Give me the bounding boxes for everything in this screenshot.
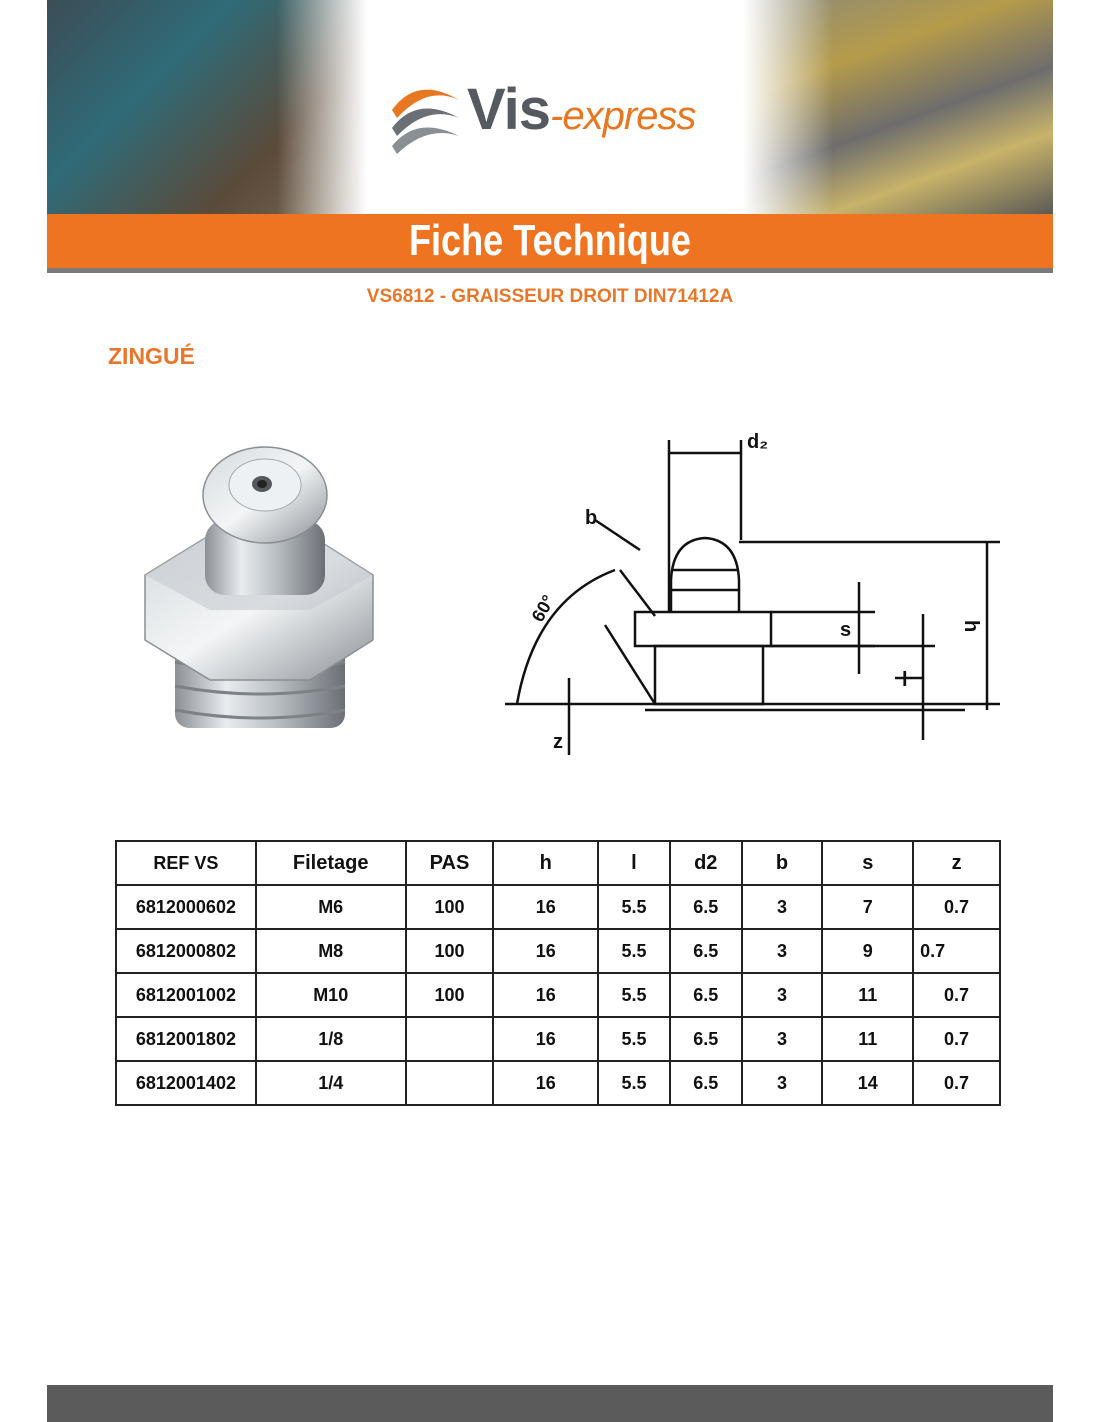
col-ref: REF VS [116, 841, 256, 885]
cell-ref: 6812000602 [116, 885, 256, 929]
label-z: z [553, 731, 563, 753]
cell-h: 16 [493, 973, 598, 1017]
cell-s: 11 [822, 1017, 913, 1061]
banner-photo-screws [743, 0, 1053, 214]
table-header-row [116, 841, 1000, 885]
cell-z: 0.7 [913, 1061, 1000, 1105]
cell-filetage: M10 [256, 973, 406, 1017]
col-pas: PAS [406, 841, 494, 885]
cell-l: 5.5 [598, 1017, 670, 1061]
label-h: h [960, 620, 982, 633]
cell-b: 3 [742, 1017, 823, 1061]
finish-label: ZINGUÉ [108, 343, 195, 369]
label-l: l [902, 669, 908, 691]
cell-h: 16 [493, 1061, 598, 1105]
table-row [116, 885, 1000, 929]
cell-h: 16 [493, 1017, 598, 1061]
brand-name: Vis [467, 77, 551, 142]
col-z: z [913, 841, 1000, 885]
cell-pas: 100 [406, 929, 494, 973]
cell-b: 3 [742, 929, 823, 973]
cell-pas: 100 [406, 973, 494, 1017]
cell-h: 16 [493, 885, 598, 929]
banner-title: Fiche Technique [408, 216, 692, 265]
cell-s: 11 [822, 973, 913, 1017]
label-angle: 60° [527, 591, 559, 626]
brand-logo [387, 70, 727, 160]
label-s: s [840, 619, 852, 641]
banner-photo-tools [47, 0, 367, 214]
cell-d2: 6.5 [670, 1017, 742, 1061]
cell-b: 3 [742, 1061, 823, 1105]
table-row [116, 973, 1000, 1017]
product-photo [135, 440, 385, 740]
col-d2: d2 [670, 841, 742, 885]
cell-ref: 6812001402 [116, 1061, 256, 1105]
cell-s: 9 [822, 929, 913, 973]
cell-h: 16 [493, 929, 598, 973]
title-bar [47, 214, 1053, 273]
cell-l: 5.5 [598, 973, 670, 1017]
cell-b: 3 [742, 885, 823, 929]
footer-bar [47, 1385, 1053, 1422]
cell-d2: 6.5 [670, 929, 742, 973]
table-row [116, 1061, 1000, 1105]
cell-filetage: M8 [256, 929, 406, 973]
cell-pas [406, 1061, 494, 1105]
cell-l: 5.5 [598, 1061, 670, 1105]
cell-d2: 6.5 [670, 885, 742, 929]
cell-z: 0.7 [913, 885, 1000, 929]
cell-filetage: M6 [256, 885, 406, 929]
cell-d2: 6.5 [670, 973, 742, 1017]
cell-z: 0.7 [913, 973, 1000, 1017]
col-filetage: Filetage [256, 841, 406, 885]
col-s: s [822, 841, 913, 885]
col-l: l [598, 841, 670, 885]
col-h: h [493, 841, 598, 885]
table-row [116, 1017, 1000, 1061]
cell-l: 5.5 [598, 929, 670, 973]
cell-ref: 6812000802 [116, 929, 256, 973]
cell-s: 7 [822, 885, 913, 929]
header-banner [47, 0, 1053, 214]
cell-pas: 100 [406, 885, 494, 929]
spec-table [115, 840, 1001, 1106]
cell-z: 0.7 [913, 929, 1000, 973]
cell-z: 0.7 [913, 1017, 1000, 1061]
cell-s: 14 [822, 1061, 913, 1105]
cell-filetage: 1/8 [256, 1017, 406, 1061]
cell-ref: 6812001802 [116, 1017, 256, 1061]
cell-b: 3 [742, 973, 823, 1017]
label-d2: d₂ [747, 431, 769, 453]
swoosh-icon [387, 70, 467, 160]
col-b: b [742, 841, 823, 885]
cell-l: 5.5 [598, 885, 670, 929]
cell-filetage: 1/4 [256, 1061, 406, 1105]
technical-drawing [495, 420, 1015, 770]
cell-d2: 6.5 [670, 1061, 742, 1105]
label-b: b [585, 507, 598, 529]
cell-ref: 6812001002 [116, 973, 256, 1017]
table-row [116, 929, 1000, 973]
brand-suffix: -express [550, 94, 696, 138]
product-title: VS6812 - GRAISSEUR DROIT DIN71412A [366, 286, 734, 307]
cell-pas [406, 1017, 494, 1061]
